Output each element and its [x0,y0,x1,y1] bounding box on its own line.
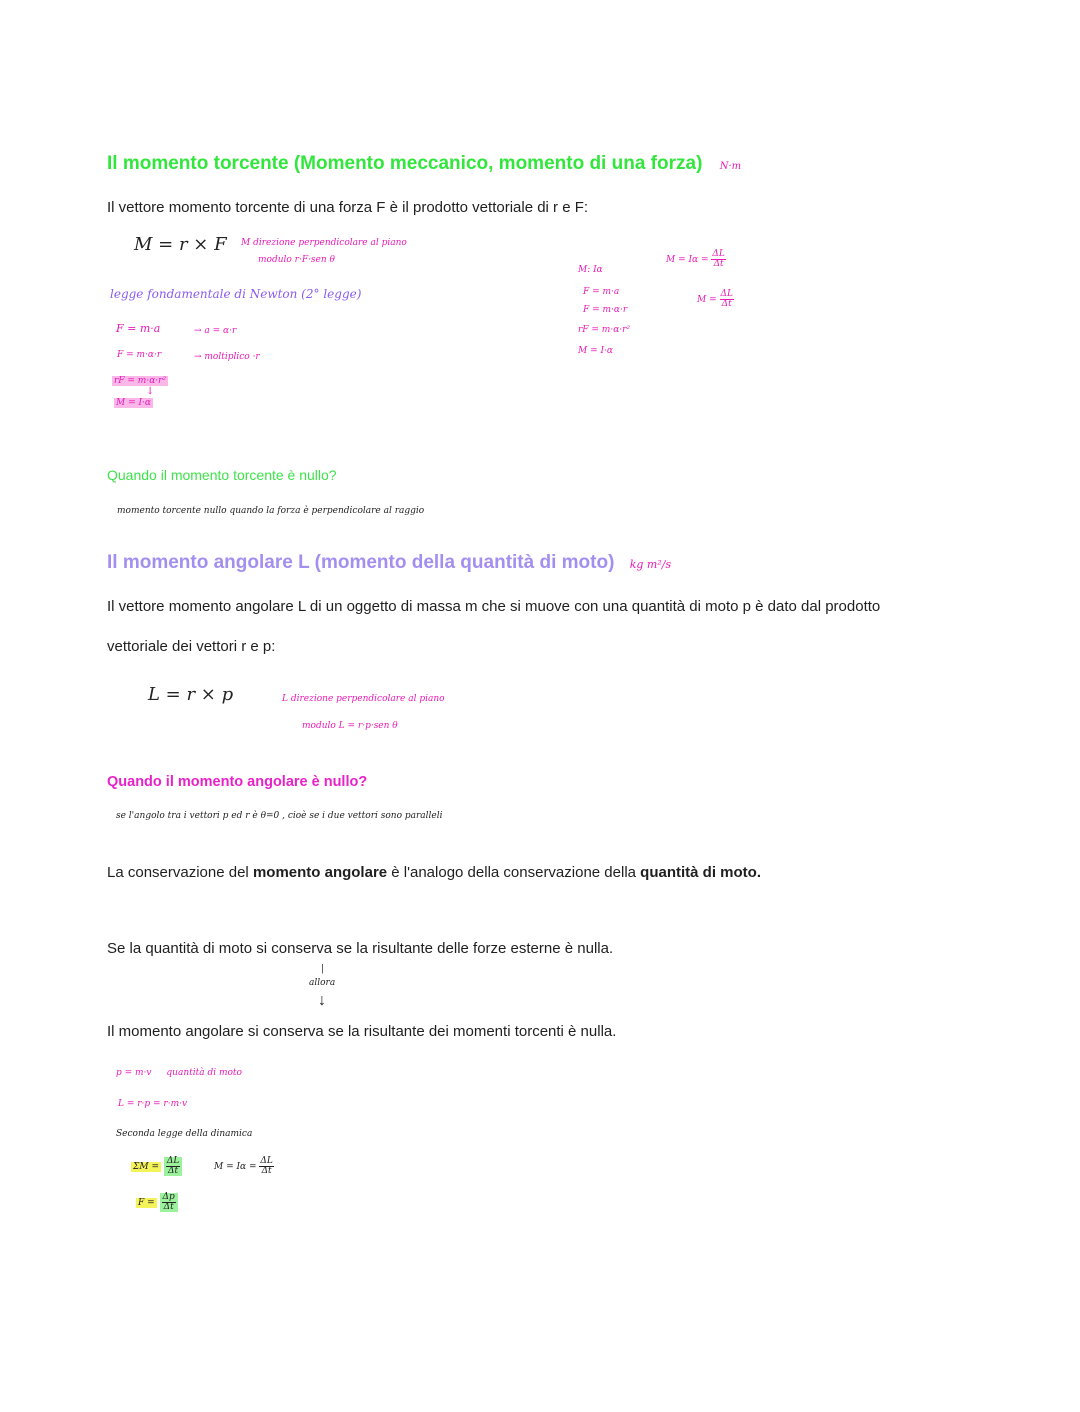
allora-label: allora [309,978,336,988]
section1-note-direction: M direzione perpendicolare al piano [241,238,407,248]
derivation-eq-3: rF = m·α·r² [114,376,167,386]
allora-bar: | [321,964,325,974]
derivation-line-2: F = m·α·r [117,350,162,360]
derivation-arrow: ↓ [146,386,155,397]
eq2-frac [160,1193,178,1212]
section2-title [107,552,671,574]
far-right-eq-2-num: ΔL [720,289,733,299]
section2-intro-line-2: vettoriale dei vettori r e p: [107,638,276,655]
conservation-statement [107,864,761,881]
eq1-right [214,1157,274,1176]
section2-formula: L = r × p [148,684,234,705]
rule-1: Se la quantità di moto si conserva se la risultante delle forze esterne è nulla. [107,940,614,957]
eq1-right-den: Δt [261,1166,272,1176]
far-right-eq-1-left: M = Iα = [666,255,709,265]
far-right-eq-2-den: Δt [721,299,732,309]
eq1-left-text: ΣM = [133,1162,159,1172]
section1-unit-note: N·m [719,161,742,172]
section1-note-modulus: modulo r·F·sen θ [258,255,335,265]
allora-arrow: ↓ [318,992,326,1009]
section1-question: Quando il momento torcente è nullo? [107,467,337,483]
derivation-note-2: → moltiplico ·r [194,352,260,362]
derivation-line-3 [112,376,168,386]
section1-formula: M = r × F [134,234,227,255]
eq1-left-frac [164,1157,182,1176]
eq2-left-text: F = [138,1198,155,1208]
section2-note-modulus: modulo L = r·p·sen θ [302,721,398,731]
p-def-eq: p = m·v [116,1068,152,1078]
section2-title-text: Il momento angolare L (momento della quantità di moto) [107,552,615,573]
derivation-note-1: → a = α·r [194,326,237,336]
derivation-eq-1: F = m·a [116,322,161,335]
far-right-eq-2 [697,290,734,309]
right-col-line-1: M: Iα [578,265,603,275]
eq2-num: Δp [162,1192,175,1202]
l-definition: L = r·p = r·m·v [118,1099,188,1109]
far-right-eq-1-num: ΔL [712,249,725,259]
second-law-label: Seconda legge della dinamica [116,1129,253,1139]
far-right-eq-1-frac [711,250,725,269]
eq1-left [131,1157,182,1176]
derivation-line-1 [116,322,160,335]
right-col-line-4: rF = m·α·r² [578,325,631,335]
eq1-right-frac [259,1157,273,1176]
eq1-right-num: ΔL [260,1156,273,1166]
rule-2: Il momento angolare si conserva se la risultante dei momenti torcenti è nulla. [107,1023,617,1040]
eq1-den: Δt [168,1166,179,1176]
conservation-mid: è l'analogo della conservazione della [387,864,641,881]
conservation-bold-1: momento angolare [252,864,388,881]
far-right-eq-1 [666,250,726,269]
section2-question: Quando il momento angolare è nullo? [107,774,368,790]
eq2-den: Δt [163,1202,174,1212]
p-def-note: quantità di moto [166,1068,242,1078]
section2-note-direction: L direzione perpendicolare al piano [282,694,445,704]
eq1-num: ΔL [166,1156,180,1166]
eq1-right-text: M = Iα = [214,1162,257,1172]
p-definition [116,1068,242,1078]
section1-answer: momento torcente nullo quando la forza è perpendicolare al raggio [117,506,425,516]
right-col-line-3: F = m·α·r [583,305,628,315]
section2-unit-note: kg m²/s [629,558,672,571]
right-col-line-5: M = I·α [578,346,613,356]
eq2 [136,1193,178,1212]
far-right-eq-2-left: M = [697,295,717,305]
section2-answer: se l'angolo tra i vettori p ed r è θ=0 , cioè se i due vettori sono paralleli [116,811,443,821]
derivation-eq-4: M = I·α [116,398,151,408]
section1-title [107,153,741,175]
conservation-bold-2: quantità di moto. [640,864,761,881]
section2-intro-line-1: Il vettore momento angolare L di un oggetto di massa m che si muove con una quantità di moto p è dato dal prodotto [107,598,881,615]
right-col-line-2: F = m·a [583,287,620,297]
conservation-pre: La conservazione del [107,864,253,881]
far-right-eq-2-frac [720,290,734,309]
far-right-eq-1-den: Δt [713,259,724,269]
derivation-line-4 [114,398,153,408]
section1-intro: Il vettore momento torcente di una forza F è il prodotto vettoriale di r e F: [107,199,589,216]
section1-title-text: Il momento torcente (Momento meccanico, momento di una forza) [107,153,703,174]
section1-law: legge fondamentale di Newton (2° legge) [110,287,362,301]
